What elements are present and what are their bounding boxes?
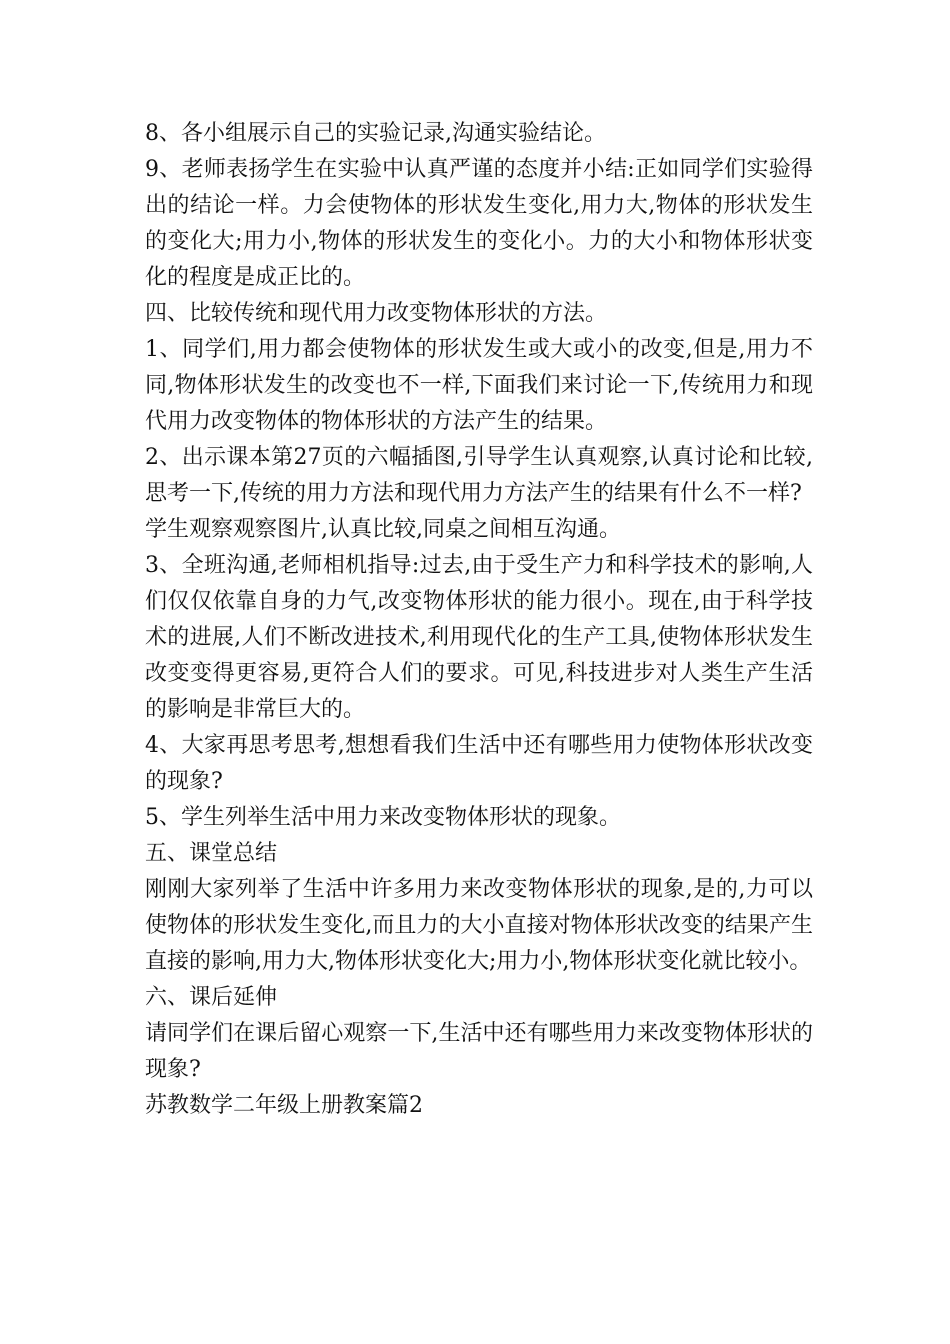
document-body	[145, 116, 813, 1124]
section-heading-5: 五、课堂总结	[145, 841, 278, 866]
paragraph-summary: 刚刚大家列举了生活中许多用力来改变物体形状的现象,是的,力可以使物体的形状发生变化,而且力的大小直接对物体形状改变的结果产生直接的影响,用力大,物体形状变化大;用力小,物体形状变化就比较小。	[145, 877, 813, 974]
paragraph-extension: 请同学们在课后留心观察一下,生活中还有哪些用力来改变物体形状的现象?	[145, 1021, 813, 1082]
paragraph-item-2: 2、出示课本第27页的六幅插图,引导学生认真观察,认真讨论和比较,思考一下,传统的用力方法和现代用力方法产生的结果有什么不一样?	[145, 445, 813, 506]
document-next-title: 苏教数学二年级上册教案篇2	[145, 1093, 423, 1118]
paragraph-student-observe: 学生观察观察图片,认真比较,同桌之间相互沟通。	[145, 517, 621, 542]
paragraph-item-1: 1、同学们,用力都会使物体的形状发生或大或小的改变,但是,用力不同,物体形状发生的改变也不一样,下面我们来讨论一下,传统用力和现代用力改变物体的物体形状的方法产生的结果。	[145, 337, 813, 434]
section-heading-4: 四、比较传统和现代用力改变物体形状的方法。	[145, 301, 608, 326]
section-heading-6: 六、课后延伸	[145, 985, 278, 1010]
paragraph-step-9: 9、老师表扬学生在实验中认真严谨的态度并小结:正如同学们实验得出的结论一样。力会使物体的形状发生变化,用力大,物体的形状发生的变化大;用力小,物体的形状发生的变化小。力的大小和物体形状变化的程度是成正比的。	[145, 157, 813, 290]
paragraph-step-8: 8、各小组展示自己的实验记录,沟通实验结论。	[145, 121, 606, 146]
paragraph-item-5: 5、学生列举生活中用力来改变物体形状的现象。	[145, 805, 621, 830]
paragraph-item-4: 4、大家再思考思考,想想看我们生活中还有哪些用力使物体形状改变的现象?	[145, 733, 813, 794]
paragraph-item-3: 3、全班沟通,老师相机指导:过去,由于受生产力和科学技术的影响,人们仅仅依靠自身的力气,改变物体形状的能力很小。现在,由于科学技术的进展,人们不断改进技术,利用现代化的生产工具,使物体形状发生改变变得更容易,更符合人们的要求。可见,科技进步对人类生产生活的影响是非常巨大的。	[145, 553, 813, 722]
